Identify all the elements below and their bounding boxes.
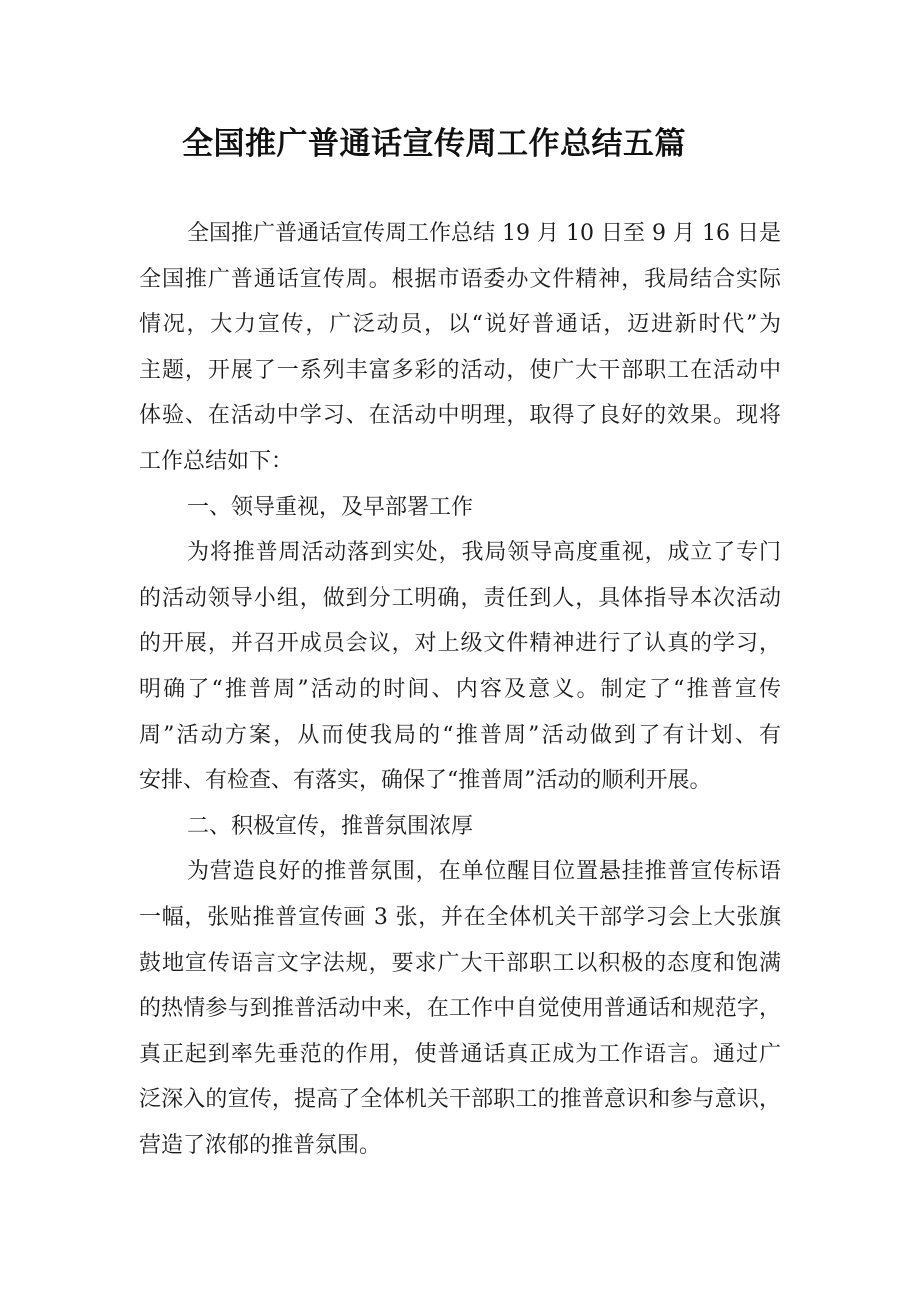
paragraph-line: 鼓地宣传语言文字法规，要求广大干部职工以积极的态度和饱满	[139, 950, 781, 976]
paragraph-line: 主题，开展了一系列丰富多彩的活动，使广大干部职工在活动中	[139, 357, 781, 383]
paragraph-line: 真正起到率先垂范的作用，使普通话真正成为工作语言。通过广	[139, 1041, 781, 1067]
document-title: 全国推广普通话宣传周工作总结五篇	[182, 126, 686, 162]
paragraph-line: 为营造良好的推普氛围，在单位醒目位置悬挂推普宣传标语	[187, 859, 781, 885]
paragraph-line: 营造了浓郁的推普氛围。	[139, 1132, 382, 1158]
paragraph-line: 全国推广普通话宣传周工作总结 19 月 10 日至 9 月 16 日是	[187, 221, 781, 246]
paragraph-line: 周”活动方案，从而使我局的“推普周”活动做到了有计划、有	[139, 722, 781, 748]
paragraph-line: 的开展，并召开成员会议，对上级文件精神进行了认真的学习，	[139, 631, 781, 657]
section-heading: 一、领导重视，及早部署工作	[187, 494, 474, 520]
paragraph-line: 情况，大力宣传，广泛动员，以“说好普通话，迈进新时代”为	[139, 312, 781, 338]
paragraph-line: 工作总结如下：	[139, 448, 294, 474]
paragraph-line: 的活动领导小组，做到分工明确，责任到人，具体指导本次活动	[139, 585, 781, 611]
paragraph-line: 全国推广普通话宣传周。根据市语委办文件精神，我局结合实际	[139, 266, 781, 292]
paragraph-line: 体验、在活动中学习、在活动中明理，取得了良好的效果。现将	[139, 403, 781, 429]
paragraph-line: 明确了“推普周”活动的时间、内容及意义。制定了“推普宣传	[139, 676, 781, 702]
paragraph-line: 安排、有检查、有落实，确保了“推普周”活动的顺利开展。	[139, 768, 712, 794]
paragraph-line: 一幅，张贴推普宣传画 3 张，并在全体机关干部学习会上大张旗	[139, 904, 781, 930]
paragraph-line: 为将推普周活动落到实处，我局领导高度重视，成立了专门	[187, 540, 781, 566]
section-heading: 二、积极宣传，推普氛围浓厚	[187, 813, 474, 839]
document-body	[139, 211, 781, 1168]
paragraph-line: 泛深入的宣传，提高了全体机关干部职工的推普意识和参与意识，	[139, 1087, 781, 1113]
paragraph-line: 的热情参与到推普活动中来，在工作中自觉使用普通话和规范字，	[139, 996, 781, 1022]
